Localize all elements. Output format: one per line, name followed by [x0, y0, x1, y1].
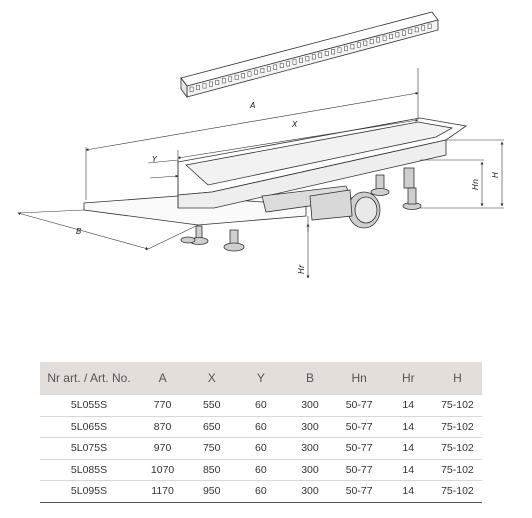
header-hn: Hn [335, 362, 384, 395]
cell-x: 750 [187, 438, 236, 460]
grating-hole [190, 87, 193, 92]
header-art-no: Nr art. / Art. No. [40, 362, 138, 395]
cell-h: 75-102 [433, 438, 482, 460]
header-hr: Hr [384, 362, 433, 395]
grating-hole [344, 46, 347, 51]
cell-y: 60 [236, 438, 285, 460]
table-row [40, 416, 482, 438]
cell-art-no: 5L065S [40, 416, 138, 438]
grating-hole [229, 77, 232, 82]
grating-hole [357, 43, 360, 48]
cell-y: 60 [236, 395, 285, 417]
specification-table [40, 362, 482, 503]
cell-y: 60 [236, 416, 285, 438]
dimension-label-hn: Hn [471, 178, 480, 190]
table-header-row [40, 362, 482, 395]
cell-hn: 50-77 [335, 395, 384, 417]
grating-hole [396, 33, 399, 38]
cell-y: 60 [236, 481, 285, 503]
grating-hole [299, 58, 302, 63]
grating-hole [312, 55, 315, 60]
cell-b: 300 [285, 459, 334, 481]
grating-hole [409, 29, 412, 33]
grating-hole [235, 75, 238, 80]
grating-hole [422, 26, 425, 31]
grating-hole [203, 84, 206, 89]
grating-hole [370, 39, 373, 44]
cell-x: 850 [187, 459, 236, 481]
cell-art-no: 5L085S [40, 459, 138, 481]
grating-hole [242, 73, 245, 78]
grating-hole [377, 38, 380, 43]
cell-x: 650 [187, 416, 236, 438]
grating-hole [267, 67, 270, 72]
cell-hr: 14 [384, 395, 433, 417]
cell-a: 870 [138, 416, 187, 438]
grating-hole [332, 50, 335, 55]
cell-y: 60 [236, 459, 285, 481]
grating-hole [428, 24, 431, 29]
grating-hole [209, 82, 212, 87]
cell-hr: 14 [384, 481, 433, 503]
cell-h: 75-102 [433, 481, 482, 503]
grating-hole [216, 80, 219, 85]
cell-b: 300 [285, 395, 334, 417]
cell-a: 970 [138, 438, 187, 460]
grating-hole [196, 85, 199, 90]
dimension-label-y: Y [152, 155, 157, 164]
cell-art-no: 5L095S [40, 481, 138, 503]
grating-hole [261, 68, 264, 73]
cell-art-no: 5L075S [40, 438, 138, 460]
table-row [40, 395, 482, 417]
cell-hr: 14 [384, 459, 433, 481]
dimension-label-b: B [76, 227, 82, 236]
grating-hole [383, 36, 386, 41]
cell-hn: 50-77 [335, 459, 384, 481]
cell-hn: 50-77 [335, 481, 384, 503]
grating-hole [280, 63, 283, 67]
grating-hole [274, 65, 277, 70]
drain-channel [84, 118, 466, 251]
grating-hole [338, 48, 341, 53]
cell-hn: 50-77 [335, 416, 384, 438]
grating-hole [248, 72, 251, 77]
cell-h: 75-102 [433, 459, 482, 481]
cell-a: 1070 [138, 459, 187, 481]
cell-art-no: 5L055S [40, 395, 138, 417]
cell-x: 550 [187, 395, 236, 417]
dimension-label-a: A [250, 101, 256, 110]
dimension-label-hr: Hr [297, 264, 306, 274]
grating-hole [402, 31, 405, 36]
grating-hole [287, 62, 290, 67]
header-h: H [433, 362, 482, 395]
cell-hr: 14 [384, 438, 433, 460]
grating-hole [222, 79, 225, 84]
dimension-label-x: X [292, 120, 298, 129]
grating-hole [254, 70, 257, 75]
dimension-label-h: H [491, 171, 500, 178]
header-a: A [138, 362, 187, 395]
header-b: B [285, 362, 334, 395]
cell-b: 300 [285, 416, 334, 438]
grating-hole [306, 56, 309, 61]
grating-hole [319, 53, 322, 58]
table-row [40, 459, 482, 481]
header-x: X [187, 362, 236, 395]
cell-b: 300 [285, 438, 334, 460]
cell-a: 770 [138, 395, 187, 417]
header-y: Y [236, 362, 285, 395]
grating-cover [181, 12, 438, 97]
cell-a: 1170 [138, 481, 187, 503]
grating-hole [415, 27, 418, 32]
grating-hole [351, 44, 354, 49]
table-row [40, 438, 482, 460]
cell-x: 950 [187, 481, 236, 503]
cell-h: 75-102 [433, 416, 482, 438]
table-row [40, 481, 482, 503]
grating-hole [325, 51, 328, 56]
cell-hn: 50-77 [335, 438, 384, 460]
cell-hr: 14 [384, 416, 433, 438]
cell-h: 75-102 [433, 395, 482, 417]
grating-hole [389, 34, 392, 39]
grating-hole [293, 60, 296, 65]
grating-hole [364, 41, 367, 46]
cell-b: 300 [285, 481, 334, 503]
